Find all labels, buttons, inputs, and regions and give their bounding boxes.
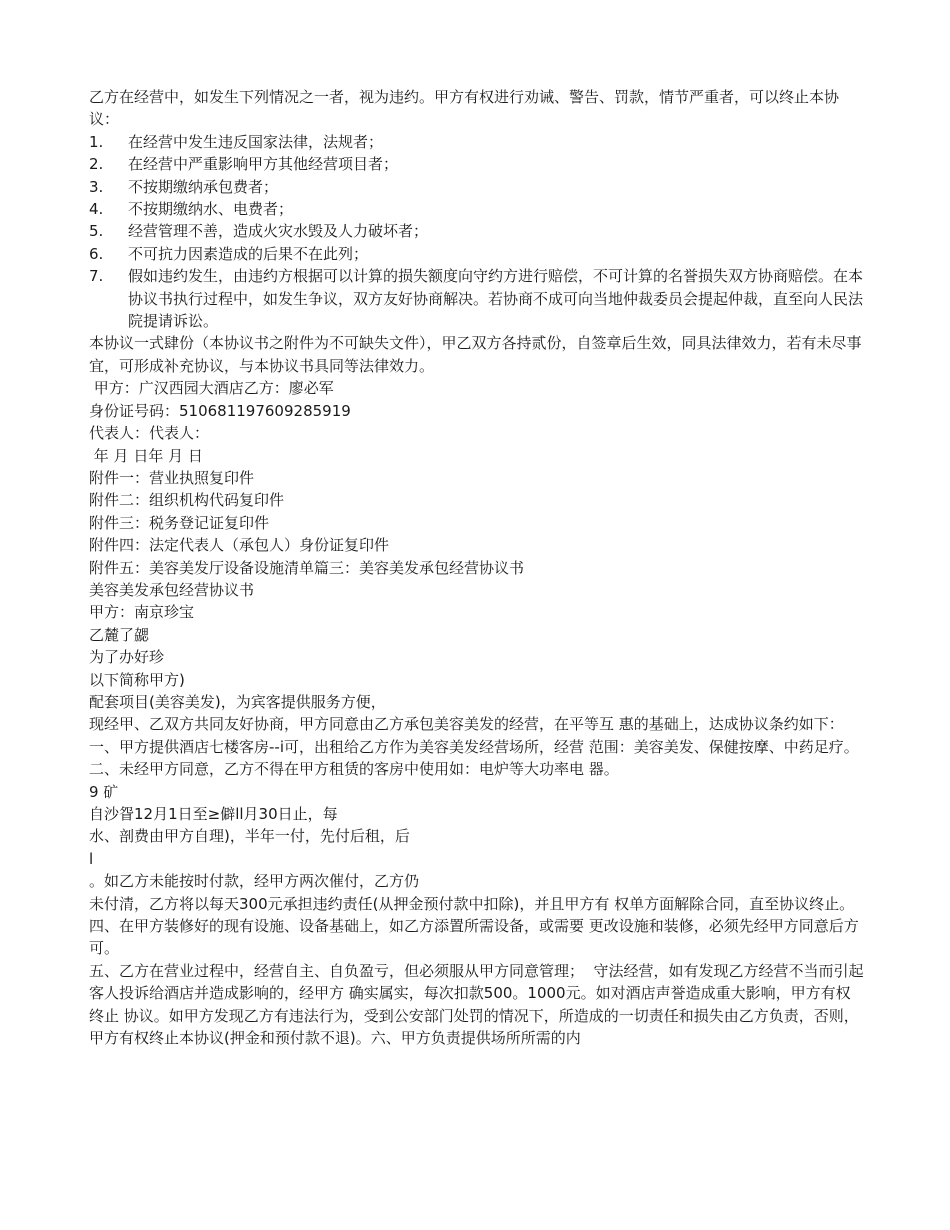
list-number: 5.: [89, 222, 104, 241]
clause-5: 五、乙方在营业过程中，经营自主、自负盈亏，但必须服从甲方同意管理； 守法经营，如有发现乙方经营不当而引起客人投诉给酒店并造成影响的，经甲方 确实属实，每次扣款500。1000元。如对酒店声誉造成重大影响，甲方有权终止 协议。如甲方发现乙方有违法行为，受到公安部门处罚的情况下，所造成的一切责任和损失由乙方负责，否则，甲方有权终止本协议(押金和预付款不退)。六、甲方负责提供场所所需的内: [89, 961, 864, 1048]
paragraph: 现经甲、乙双方共同友好协商，甲方同意由乙方承包美容美发的经营，在平等互 惠的基础上，达成协议条约如下：: [89, 715, 844, 734]
signature-parties: 甲方：广汉西园大酒店乙方：廖必军: [89, 379, 334, 398]
list-text: 在经营中严重影响甲方其他经营项目者；: [128, 155, 399, 174]
list-item: [89, 176, 864, 198]
paragraph: 乙麓了勰: [89, 625, 150, 644]
id-number: 身份证号码：510681197609285919: [89, 401, 351, 420]
list-item: [89, 265, 864, 332]
attachment-1: 附件一：营业执照复印件: [89, 468, 255, 487]
list-item: [89, 243, 864, 265]
list-text: 经营管理不善，造成火灾水毁及人力破坏者；: [128, 222, 429, 241]
document-body: [89, 86, 864, 1049]
violation-list: [89, 131, 864, 333]
paragraph: 9 矿: [89, 782, 119, 801]
list-text: 在经营中发生违反国家法律，法规者；: [128, 132, 384, 151]
list-text: 假如违约发生，由违约方根据可以计算的损失额度向守约方进行赔偿，不可计算的名誉损失双方协商赔偿。在本协议书执行过程中，如发生争议，双方友好协商解决。若协商不成可向当地仲裁委员会提起仲裁，直至向人民法院提请诉讼。: [128, 267, 864, 331]
list-number: 2.: [89, 155, 104, 174]
list-item: [89, 131, 864, 153]
list-item: [89, 153, 864, 175]
party-a: 甲方：南京珍宝: [89, 603, 195, 622]
list-text: 不可抗力因素造成的后果不在此列；: [128, 244, 369, 263]
intro-paragraph: 乙方在经营中，如发生下列情况之一者，视为违约。甲方有权进行劝诫、警告、罚款，情节严重者，可以终止本协议：: [89, 88, 840, 129]
paragraph: l: [89, 849, 94, 868]
list-item: [89, 198, 864, 220]
representatives: 代表人：代表人：: [89, 424, 210, 443]
paragraph: 自沙眢12月1日至≥僻ll月30日止，每: [89, 805, 338, 823]
list-text: 不按期缴纳水、电费者；: [128, 200, 294, 219]
list-text: 不按期缴纳承包费者；: [128, 177, 279, 196]
paragraph: 配套项目(美容美发)，为宾客提供服务方便，: [89, 692, 386, 711]
signature-dates: 年 月 日年 月 日: [89, 446, 203, 465]
attachment-2: 附件二：组织机构代码复印件: [89, 491, 285, 510]
paragraph: 。如乙方未能按时付款，经甲方两次催付，乙方仍: [89, 872, 420, 891]
clause-2: 二、未经甲方同意，乙方不得在甲方租赁的客房中使用如：电炉等大功率电 器。: [89, 760, 619, 779]
list-number: 7.: [89, 267, 104, 286]
list-number: 6.: [89, 244, 104, 263]
clause-1: 一、甲方提供酒店七楼客房--i可，出租给乙方作为美容美发经营场所，经营 范围：美容美发、保健按摩、中药足疗。: [89, 737, 859, 756]
list-number: 4.: [89, 200, 104, 219]
attachment-3: 附件三：税务登记证复印件: [89, 513, 270, 532]
section-title: 美容美发承包经营协议书: [89, 580, 255, 599]
list-number: 1.: [89, 132, 104, 151]
paragraph: 水、剖费由甲方自理)，半年一付，先付后租，后: [89, 827, 410, 846]
attachment-4: 附件四：法定代表人（承包人）身份证复印件: [89, 536, 390, 555]
paragraph: 为了办好珍: [89, 648, 165, 667]
paragraph: 以下简称甲方): [89, 670, 185, 689]
list-number: 3.: [89, 177, 104, 196]
attachment-5: 附件五：美容美发厅设备设施清单篇三：美容美发承包经营协议书: [89, 558, 525, 577]
clause-4: 四、在甲方装修好的现有设施、设备基础上，如乙方添置所需设备，或需要 更改设施和装修，必须先经甲方同意后方可。: [89, 917, 859, 958]
list-item: [89, 220, 864, 242]
paragraph: 未付清，乙方将以每天300元承担违约责任(从押金预付款中扣除)，并且甲方有 权单方面解除合同，直至协议终止。: [89, 894, 855, 913]
paragraph: 本协议一式肆份（本协议书之附件为不可缺失文件），甲乙双方各持贰份，自签章后生效，同具法律效力，若有未尽事宜，可形成补充协议，与本协议书具同等法律效力。: [89, 334, 862, 375]
